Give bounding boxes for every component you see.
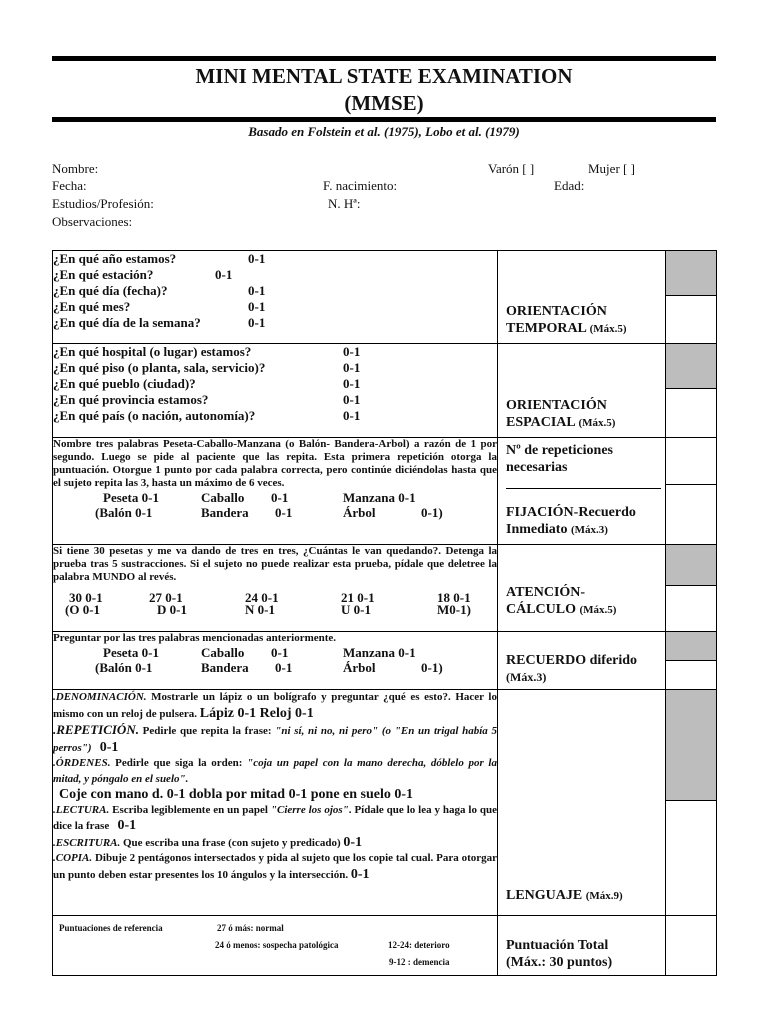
field-estudios: Estudios/Profesión: bbox=[52, 196, 154, 211]
label-line: necesarias bbox=[506, 460, 568, 475]
max-score: (Máx.5) bbox=[589, 323, 627, 335]
word: Manzana 0-1 bbox=[343, 490, 416, 505]
item-score: Lápiz 0-1 Reloj 0-1 bbox=[199, 705, 314, 721]
shaded-score-box bbox=[666, 344, 716, 389]
item-phrase: "coja un papel con la mano derecha, dóblelo por la mitad, y póngalo en el suelo". bbox=[53, 757, 497, 785]
page-subtitle: Basado en Folstein et al. (1975), Lobo et al. (1979) bbox=[248, 124, 520, 139]
item-title: .COPIA. bbox=[53, 852, 93, 864]
question-row bbox=[53, 360, 497, 376]
label-atencion bbox=[498, 545, 666, 632]
score-box-fijacion bbox=[666, 438, 717, 545]
score-box-temporal bbox=[666, 251, 717, 344]
item-text: . Pídale que lo lea y haga lo que dice la frase bbox=[53, 803, 497, 832]
calc-item: M0-1) bbox=[437, 602, 471, 617]
item-title: .LECTURA. bbox=[53, 803, 110, 816]
referencia-deterioro: 12-24: deterioro bbox=[388, 940, 450, 950]
fijacion-content bbox=[53, 438, 498, 545]
shaded-score-box bbox=[666, 632, 716, 661]
shaded-score-box bbox=[666, 251, 716, 296]
question-text: ¿En qué mes? bbox=[53, 299, 131, 314]
score-box-total bbox=[666, 916, 717, 976]
word-row bbox=[53, 505, 497, 520]
item-text: Pedirle que siga la orden: bbox=[110, 757, 248, 769]
item-phrase: "ni sí, ni no, ni pero" bbox=[275, 725, 379, 737]
label-recuerdo bbox=[498, 632, 666, 690]
row-puntuacion bbox=[53, 916, 717, 976]
row-lenguaje bbox=[53, 690, 717, 916]
word: Caballo bbox=[201, 645, 245, 660]
question-score: 0-1 bbox=[248, 283, 266, 298]
top-rule bbox=[52, 56, 716, 61]
label-lenguaje bbox=[498, 690, 666, 916]
question-score: 0-1 bbox=[248, 251, 266, 266]
lenguaje-content bbox=[53, 690, 498, 916]
item-phrase: (o "En un trigal había 5 perros") bbox=[53, 725, 498, 754]
word: 0-1 bbox=[275, 660, 293, 675]
word: Bandera bbox=[201, 660, 249, 675]
word: (Balón 0-1 bbox=[95, 660, 153, 675]
label-line: LENGUAJE bbox=[506, 888, 583, 903]
calc-item: (O 0-1 bbox=[65, 602, 101, 617]
label-puntuacion-total bbox=[498, 916, 666, 976]
calc-item: 27 0-1 bbox=[149, 590, 183, 605]
word: Árbol bbox=[343, 660, 376, 675]
item-title: .ÓRDENES. bbox=[53, 757, 111, 769]
word: 0-1) bbox=[421, 505, 443, 520]
field-f-nacimiento: F. nacimiento: bbox=[323, 178, 398, 193]
item-title: .REPETICIÓN. bbox=[53, 722, 139, 737]
question-score: 0-1 bbox=[343, 376, 361, 391]
label-line: RECUERDO diferido bbox=[506, 653, 638, 668]
field-edad: Edad: bbox=[554, 178, 585, 193]
mmse-table bbox=[52, 250, 717, 976]
question-score: 0-1 bbox=[343, 344, 361, 359]
row-orientacion-espacial bbox=[53, 344, 717, 438]
item-score: 0-1 bbox=[343, 834, 363, 850]
row-fijacion bbox=[53, 438, 717, 545]
calc-item: D 0-1 bbox=[157, 602, 187, 617]
label-line: FIJACIÓN-Recuerdo bbox=[506, 505, 636, 520]
question-row bbox=[53, 283, 497, 299]
question-row bbox=[53, 408, 497, 424]
ordenes-score: Coje con mano d. 0-1 dobla por mitad 0-1 pone en suelo 0-1 bbox=[59, 787, 414, 802]
item-score: 0-1 bbox=[99, 739, 119, 755]
question-row bbox=[53, 267, 497, 283]
question-text: ¿En qué provincia estamos? bbox=[53, 392, 209, 407]
question-score: 0-1 bbox=[248, 315, 266, 330]
word: Peseta 0-1 bbox=[103, 645, 159, 660]
max-score: (Máx.5) bbox=[579, 604, 617, 616]
row-orientacion-temporal bbox=[53, 251, 717, 344]
max-score: (Máx.3) bbox=[570, 524, 608, 536]
question-row bbox=[53, 376, 497, 392]
question-text: ¿En qué día de la semana? bbox=[53, 315, 201, 330]
field-nombre: Nombre: bbox=[52, 161, 99, 176]
item-text: Mostrarle un lápiz o un bolígrafo y preguntar ¿qué es esto?. Hacer lo mismo con un reloj de pulsera. bbox=[53, 691, 497, 720]
question-row bbox=[53, 392, 497, 408]
label-line: TEMPORAL bbox=[506, 321, 587, 336]
copia-item bbox=[53, 851, 497, 883]
recuerdo-content bbox=[53, 632, 498, 690]
question-text: ¿En qué año estamos? bbox=[53, 251, 177, 266]
max-score: (Máx.5) bbox=[578, 417, 616, 429]
word: 0-1 bbox=[271, 645, 289, 660]
question-text: ¿En qué país (o nación, autonomía)? bbox=[53, 408, 256, 423]
item-text: Dibuje 2 pentágonos intersectados y pida al sujeto que los copie tal cual. Para otorgar un punto deben estar presentes los 10 ángulos y la intersección. bbox=[53, 852, 497, 881]
label-line: Puntuación Total bbox=[506, 938, 609, 953]
field-n-historia: N. Hª: bbox=[328, 196, 361, 211]
question-text: ¿En qué estación? bbox=[53, 267, 154, 282]
atencion-instruction: Si tiene 30 pesetas y me va dando de tres en tres, ¿Cuántas le van quedando?. Detenga la prueba tras 5 sustracciones. Si el sujeto no puede realizar esta prueba, pídale que deletree la palabra MUNDO al revés. bbox=[53, 545, 497, 583]
question-text: ¿En qué día (fecha)? bbox=[53, 283, 168, 298]
item-text: Pedirle que repita la frase: bbox=[138, 725, 276, 737]
page-title: MINI MENTAL STATE EXAMINATION bbox=[195, 64, 573, 88]
label-orientacion-espacial bbox=[498, 344, 666, 438]
label-line: (Máx.: 30 puntos) bbox=[506, 955, 613, 970]
item-score: 0-1 bbox=[350, 866, 370, 882]
referencia-title: Puntuaciones de referencia bbox=[59, 923, 163, 933]
score-box-atencion bbox=[666, 545, 717, 632]
word: Árbol bbox=[343, 505, 376, 520]
field-fecha: Fecha: bbox=[52, 178, 87, 193]
question-score: 0-1 bbox=[343, 408, 361, 423]
referencia-normal: 27 ó más: normal bbox=[217, 923, 284, 933]
fijacion-instruction: Nombre tres palabras Peseta-Caballo-Manzana (o Balón- Bandera-Arbol) a razón de 1 por segundo. Luego se pide al paciente que las repita. Esta primera repetición otorga la puntuación. Otorgue 1 punto por cada palabra correcta, pero continúe diciéndolas hasta que el sujeto repita las 3, hasta un máximo de 6 veces. bbox=[53, 438, 497, 489]
page-title-abbrev: (MMSE) bbox=[344, 91, 424, 115]
temporal-questions bbox=[53, 251, 498, 344]
recuerdo-instruction: Preguntar por las tres palabras mencionadas anteriormente. bbox=[53, 632, 337, 644]
shaded-score-box bbox=[666, 690, 716, 801]
label-line: ATENCIÓN- bbox=[506, 585, 586, 600]
label-line: ORIENTACIÓN bbox=[506, 398, 607, 413]
word: 0-1) bbox=[421, 660, 443, 675]
label-line: ORIENTACIÓN bbox=[506, 304, 607, 319]
shaded-score-box bbox=[666, 545, 716, 586]
label-fijacion bbox=[498, 438, 666, 545]
label-line: Inmediato bbox=[506, 522, 568, 537]
lectura-item bbox=[53, 803, 497, 835]
referencia-demencia: 9-12 : demencia bbox=[389, 957, 450, 967]
question-score: 0-1 bbox=[343, 392, 361, 407]
denominacion-item bbox=[53, 690, 497, 722]
label-line: Nº de repeticiones bbox=[506, 443, 614, 458]
max-score: (Máx.3) bbox=[506, 670, 547, 684]
question-row bbox=[53, 251, 497, 267]
row-recuerdo bbox=[53, 632, 717, 690]
question-score: 0-1 bbox=[215, 267, 233, 282]
calc-item: 24 0-1 bbox=[245, 590, 279, 605]
score-box-espacial bbox=[666, 344, 717, 438]
label-line: CÁLCULO bbox=[506, 602, 577, 617]
word: 0-1 bbox=[275, 505, 293, 520]
atencion-content bbox=[53, 545, 498, 632]
item-score: 0-1 bbox=[117, 818, 137, 833]
calc-item: 18 0-1 bbox=[437, 590, 471, 605]
item-text: Escriba legiblemente en un papel bbox=[109, 803, 271, 816]
label-line: ESPACIAL bbox=[506, 415, 575, 430]
word-row bbox=[53, 490, 497, 505]
calc-item: N 0-1 bbox=[245, 602, 275, 617]
question-text: ¿En qué pueblo (ciudad)? bbox=[53, 376, 196, 391]
question-text: ¿En qué hospital (o lugar) estamos? bbox=[53, 344, 252, 359]
word: Peseta 0-1 bbox=[103, 490, 159, 505]
referencia-sospecha: 24 ó menos: sospecha patológica bbox=[215, 940, 339, 950]
label-orientacion-temporal bbox=[498, 251, 666, 344]
item-text: Que escriba una frase (con sujeto y predicado) bbox=[120, 836, 341, 849]
word: Manzana 0-1 bbox=[343, 645, 416, 660]
field-varon: Varón [ ] bbox=[488, 161, 535, 176]
question-row bbox=[53, 315, 497, 331]
item-title: .ESCRITURA. bbox=[53, 836, 121, 849]
title-rule bbox=[52, 117, 716, 122]
repeticion-item bbox=[53, 722, 497, 756]
word-row bbox=[53, 660, 497, 675]
max-score: (Máx.9) bbox=[585, 890, 623, 902]
field-observaciones: Observaciones: bbox=[52, 214, 133, 229]
calc-item: 30 0-1 bbox=[69, 590, 103, 605]
calc-item: U 0-1 bbox=[341, 602, 371, 617]
repeticiones-box bbox=[506, 442, 661, 489]
word: (Balón 0-1 bbox=[95, 505, 153, 520]
item-title: .DENOMINACIÓN. bbox=[53, 691, 147, 703]
word: Bandera bbox=[201, 505, 249, 520]
espacial-questions bbox=[53, 344, 498, 438]
word: Caballo bbox=[201, 490, 245, 505]
ordenes-item bbox=[53, 756, 497, 787]
question-row bbox=[53, 299, 497, 315]
referencia-content bbox=[53, 916, 498, 976]
question-score: 0-1 bbox=[343, 360, 361, 375]
calc-item: 21 0-1 bbox=[341, 590, 375, 605]
escritura-item bbox=[53, 835, 497, 852]
item-phrase: "Cierre los ojos" bbox=[270, 803, 349, 816]
score-box bbox=[666, 438, 716, 485]
calc-row bbox=[53, 602, 497, 617]
word: 0-1 bbox=[271, 490, 289, 505]
row-atencion bbox=[53, 545, 717, 632]
score-box-recuerdo bbox=[666, 632, 717, 690]
word-row bbox=[53, 645, 497, 660]
field-mujer: Mujer [ ] bbox=[588, 161, 635, 176]
question-score: 0-1 bbox=[248, 299, 266, 314]
score-box-lenguaje bbox=[666, 690, 717, 916]
question-text: ¿En qué piso (o planta, sala, servicio)? bbox=[53, 360, 266, 375]
question-row bbox=[53, 344, 497, 360]
